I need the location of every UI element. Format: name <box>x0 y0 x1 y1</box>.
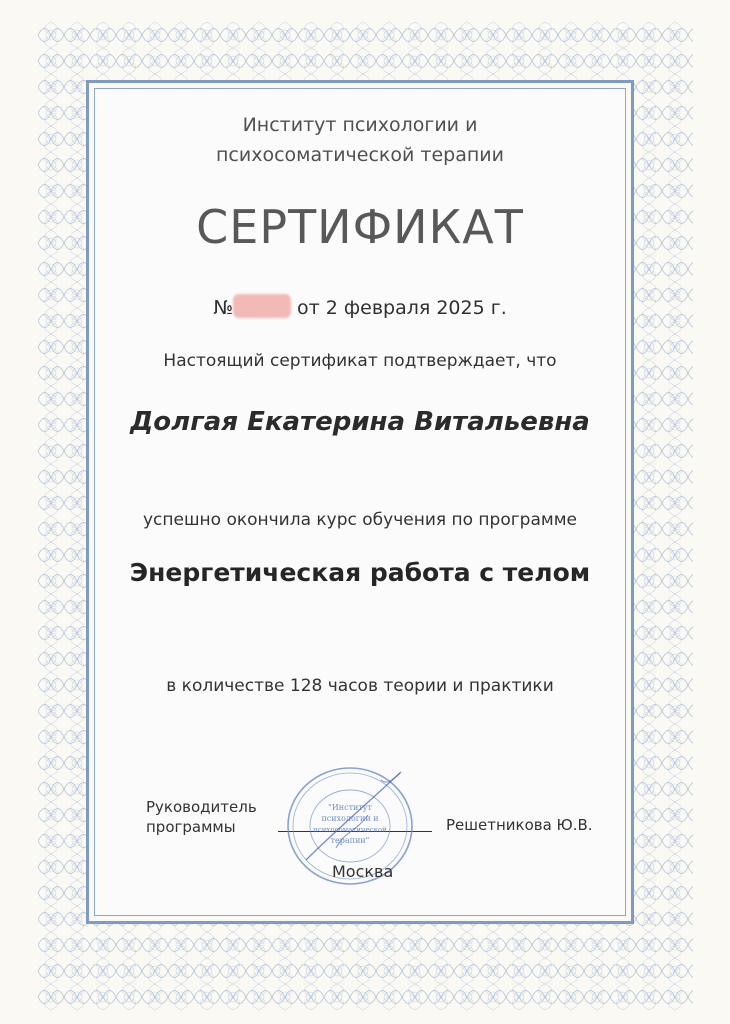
number-sign: № <box>213 297 233 319</box>
certificate-number-line <box>94 294 626 319</box>
signer-title <box>146 797 257 837</box>
institute-line-1: Институт психологии и <box>242 114 478 136</box>
certificate-date: от 2 февраля 2025 г. <box>297 297 507 319</box>
stamp-text-2: психологии и <box>321 814 379 823</box>
signer-title-line-2: программы <box>146 818 236 836</box>
program-name: Энергетическая работа с телом <box>129 558 591 587</box>
institute-name <box>94 110 626 170</box>
recipient-name: Долгая Екатерина Витальевна <box>130 407 590 437</box>
stamp-text-1: "Институт <box>328 803 372 812</box>
signer-name: Решетникова Ю.В. <box>446 816 593 834</box>
city-name: Москва <box>332 862 394 881</box>
hours-text: в количестве 128 часов теории и практики <box>166 676 554 696</box>
completed-text: успешно окончила курс обучения по программе <box>142 510 577 530</box>
confirm-text: Настоящий сертификат подтверждает, что <box>163 351 557 371</box>
stamp-text-4: терапии" <box>330 836 370 845</box>
redacted-number <box>233 294 291 318</box>
certificate-heading: СЕРТИФИКАТ <box>196 200 524 254</box>
signer-title-line-1: Руководитель <box>146 798 257 816</box>
institute-line-2: психосоматической терапии <box>216 144 504 166</box>
stamp-text-3: психосоматической <box>313 826 387 834</box>
signature-stroke <box>306 772 401 860</box>
